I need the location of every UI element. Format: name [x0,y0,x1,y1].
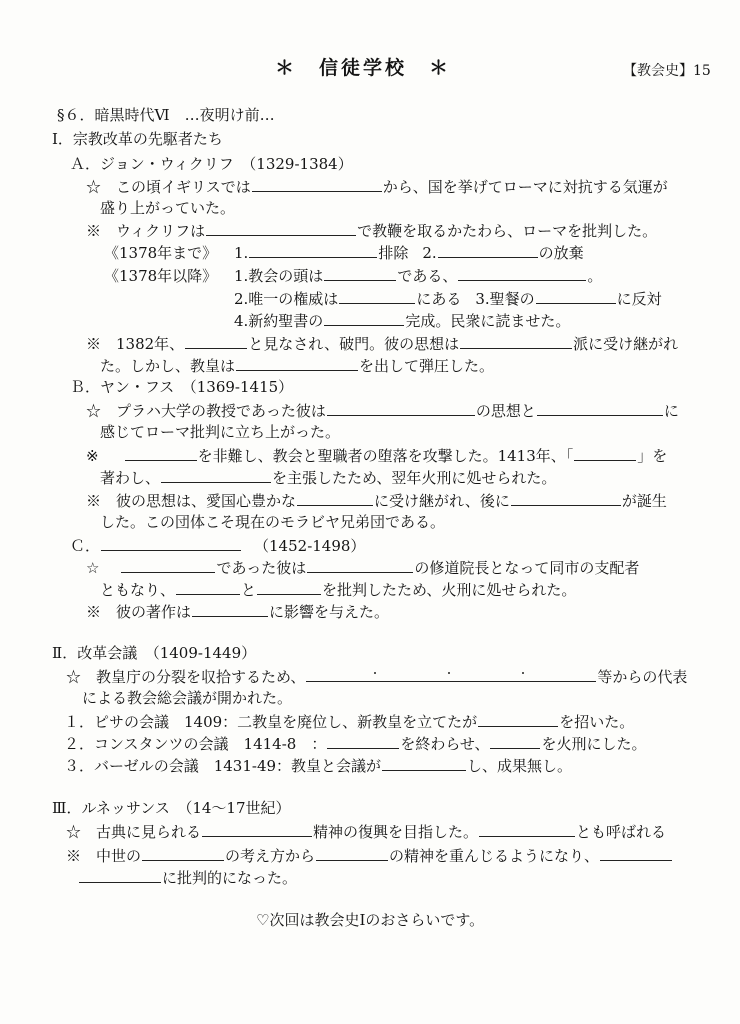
dot [448,672,450,674]
text: であった彼は [216,559,307,577]
dot [374,672,376,674]
text: を出して弾圧した。 [359,357,495,375]
part2-item2 [64,733,646,754]
text: を非難し、教会と聖職者の堕落を攻撃した。1413年、「 [197,447,574,465]
text: の思想と [475,402,536,420]
part2-heading: Ⅱ．改革会議 （1409-1449） [52,644,257,662]
text: の考え方から [225,847,316,865]
part1-a-note2 [86,333,678,354]
part2-item1 [64,711,634,732]
blank [185,333,247,349]
text: 」を [637,447,668,465]
part2-item3 [64,755,572,776]
blank [327,400,475,416]
blank [161,467,271,483]
text: に受け継がれ、後に [374,492,510,510]
part3-note1-cont [78,867,297,888]
part1-a-note1 [86,220,657,241]
blank [478,711,558,727]
footer-note: ♡次回は教会史Ⅰのおさらいです。 [256,911,485,929]
page-title: ＊ 信徒学校 ＊ [275,57,452,79]
blank [101,535,241,551]
part1-c-heading [70,535,365,556]
blank [324,265,396,281]
text: に反対 [616,290,662,308]
text: ※ 1382年、 [86,335,185,353]
text: が誕生 [621,492,667,510]
blank [324,310,404,326]
text: ☆ プラハ大学の教授であった彼は [86,402,326,420]
part1-b-note1 [86,445,667,466]
text: 完成。民衆に読ませた。 [405,312,571,330]
part1-b-star1-cont: 感じてローマ批判に立ち上がった。 [100,423,341,441]
text: ※ [86,447,99,465]
text: から、国を挙げてローマに対抗する気運が [382,178,668,196]
blank [511,490,621,506]
blank [537,400,663,416]
blank [257,579,321,595]
text: に批判的になった。 [162,869,298,887]
blank [307,557,413,573]
text: 2.唯一の権威は [234,290,339,308]
part1-b-star1 [86,400,679,421]
text: を批判したため、火刑に処せられた。 [322,581,577,599]
blank [536,288,616,304]
part1-b-note2 [86,490,667,511]
text: 派に受け継がれ [573,335,679,353]
blank [316,845,388,861]
text: ※ ウィクリフは [86,222,206,240]
text: ※ 中世の [66,847,142,865]
text: 精神の復興を目指した。 [313,823,479,841]
part2-star1-cont: による教会総会議が開かれた。 [82,689,293,707]
text: に影響を与えた。 [269,603,390,621]
part3-heading: Ⅲ．ルネッサンス （14～17世紀） [52,799,291,817]
after-1378-row1 [104,265,602,286]
blank [252,176,382,192]
blank [479,821,575,837]
text: ※ 彼の著作は [86,603,192,621]
blank [327,733,399,749]
text: とも呼ばれる [576,823,667,841]
blank [339,288,415,304]
blank [236,355,358,371]
subject-tag: 【教会史】15 [623,63,711,79]
text: 等からの代表 [597,668,688,686]
blank [79,867,161,883]
text: 3.聖餐の [475,290,535,308]
text: 排除 [378,244,409,262]
blank [125,445,197,461]
text: ともなり、 [100,581,176,599]
part1-heading: Ⅰ．宗教改革の先駆者たち [52,130,223,148]
blank [574,445,636,461]
after-1378-row3 [234,310,570,331]
blank [306,666,596,682]
part1-a-heading: Ａ．ジョン・ウィクリフ （1329-1384） [70,155,353,173]
blank [458,265,586,281]
part1-b-note1-cont [100,467,556,488]
blank [142,845,224,861]
text: を主張したため、翌年火刑に処せられた。 [272,469,557,487]
part1-c-note1 [86,601,389,622]
text: （1452-1498） [254,537,366,555]
part1-c-star1 [86,557,639,578]
text: ☆ [86,559,100,577]
blank [206,220,356,236]
text: 著わし、 [100,469,161,487]
part1-b-note2-cont: した。この団体こそ現在のモラビヤ兄弟団である。 [100,513,446,531]
text: た。しかし、教皇は [100,357,236,375]
part1-c-star1-cont [100,579,576,600]
part1-a-star1-cont: 盛り上がっていた。 [100,199,236,217]
blank [192,601,268,617]
blank [438,242,538,258]
part3-note1 [66,845,673,866]
text: 1.教会の頭は [234,267,324,285]
text: ３．バーゼルの会議 1431-49：教皇と会議が [64,757,382,775]
part1-b-heading: Ｂ．ヤン・フス （1369-1415） [70,378,294,396]
section-heading: §６．暗黒時代Ⅵ …夜明け前… [57,106,275,124]
text: と見なされ、破門。彼の思想は [248,335,460,353]
after-1378-row2 [234,288,662,309]
blank [490,733,540,749]
blank [600,845,672,861]
blank [249,242,377,258]
text: １．ピサの会議 1409：二教皇を廃位し、新教皇を立てたが [64,713,478,731]
part3-star1 [66,821,666,842]
blank [460,333,572,349]
text: ☆ この頃イギリスでは [86,178,251,196]
text: を火刑にした。 [541,735,647,753]
blank [202,821,312,837]
text: Ｃ． [70,537,101,555]
dot [522,672,524,674]
text: である、 [397,267,458,285]
label: 《1378年以降》 [104,267,218,285]
text: の精神を重んじるようになり、 [389,847,600,865]
label: 《1378年まで》 [104,244,218,262]
text: の放棄 [538,244,584,262]
text: の修道院長となって同市の支配者 [414,559,640,577]
blank [121,557,215,573]
text: を招いた。 [559,713,635,731]
blank [176,579,240,595]
text: 1. [234,244,249,262]
text: 。 [587,267,603,285]
text: 2. [422,244,437,262]
text: ※ 彼の思想は、愛国心豊かな [86,492,297,510]
text: ２．コンスタンツの会議 1414-8 ： [64,735,327,753]
text: に [663,402,679,420]
until-1378-row [104,242,584,263]
text: ☆ 教皇庁の分裂を収拾するため、 [66,668,306,686]
text: にある [416,290,462,308]
text: し、成果無し。 [467,757,573,775]
text: で教鞭を取るかたわら、ローマを批判した。 [357,222,658,240]
blank [382,755,466,771]
text: ☆ 古典に見られる [66,823,202,841]
text: 4.新約聖書の [234,312,324,330]
blank [297,490,373,506]
text: を終わらせ、 [400,735,490,753]
part2-star1 [66,666,687,687]
text: と [241,581,257,599]
part1-a-star1 [86,176,668,197]
part1-a-note2-cont [100,355,494,376]
